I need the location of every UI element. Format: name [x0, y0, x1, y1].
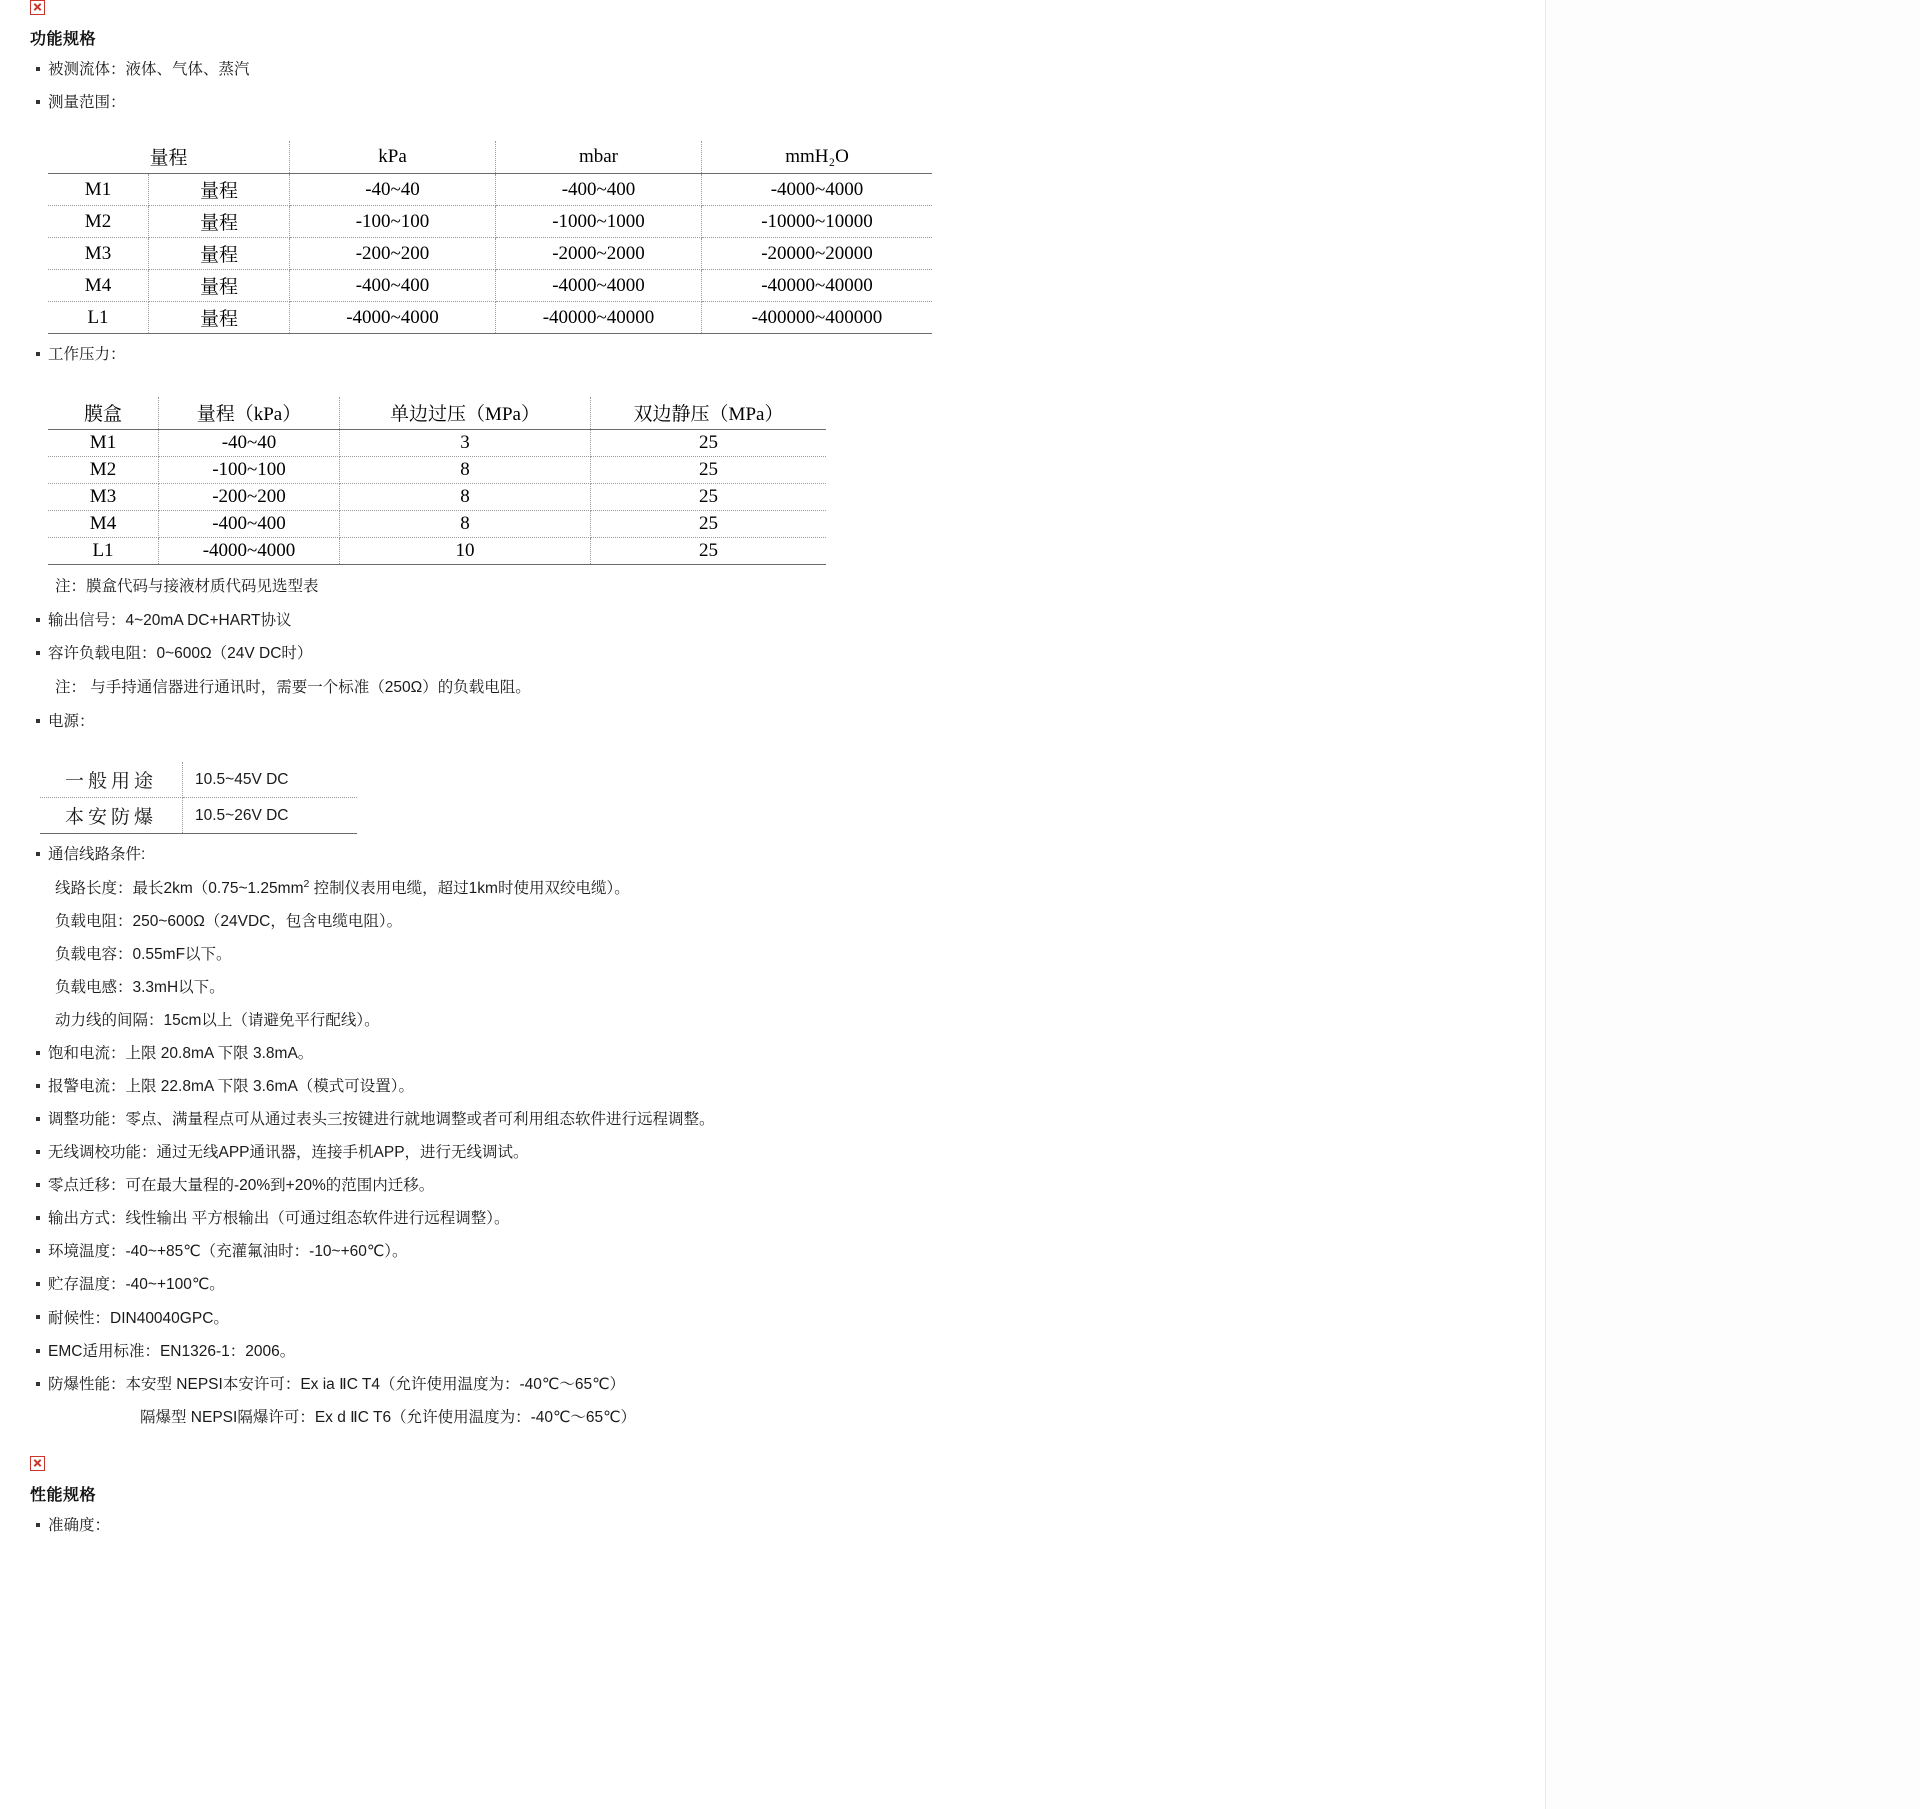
bullet-dot-icon [36, 352, 40, 356]
bullet-output-signal-text: 输出信号：4~20mA DC+HART协议 [48, 612, 292, 630]
pressure-row2-col1: -200~200 [159, 484, 340, 511]
range-row1-col3: -1000~1000 [496, 206, 702, 238]
bullet-output-mode [0, 1207, 1545, 1231]
comm-power-line-spacing: 动力线的间隔：15cm以上（请避免平行配线）。 [55, 1012, 380, 1030]
pressure-row0-col0: M1 [48, 430, 159, 457]
comm-line-length-sup: 2 [303, 878, 310, 891]
bullet-measured-fluid-text: 被测流体：液体、气体、蒸汽 [48, 61, 250, 78]
range-row3-col3: -4000~4000 [496, 270, 702, 302]
bullet-adjust-function-text: 调整功能：零点、满量程点可从通过表头三按键进行就地调整或者可利用组态软件进行远程调整。 [48, 1111, 715, 1129]
pressure-table-header-2: 单边过压（MPa） [340, 397, 591, 430]
bullet-saturation-current [0, 1042, 1545, 1066]
range-row0-col3: -400~400 [496, 174, 702, 206]
pressure-row4-col0: L1 [48, 538, 159, 565]
table-header-row [48, 141, 932, 174]
table-row [48, 457, 826, 484]
bullet-wireless-calibration-text: 无线调校功能：通过无线APP通讯器，连接手机APP，进行无线调试。 [48, 1144, 529, 1162]
broken-image-icon [30, 1456, 45, 1471]
pressure-row1-col3: 25 [591, 457, 827, 484]
power-row1-label: 本安防爆 [40, 798, 183, 834]
range-row2-col3: -2000~2000 [496, 238, 702, 270]
bullet-ambient-temperature [0, 1240, 1545, 1264]
table-row [48, 484, 826, 511]
bullet-dot-icon [36, 1216, 40, 1220]
pressure-row4-col1: -4000~4000 [159, 538, 340, 565]
pressure-table-header-1: 量程（kPa） [159, 397, 340, 430]
bullet-dot-icon [36, 1382, 40, 1386]
table-row [48, 538, 826, 565]
bullet-dot-icon [36, 618, 40, 622]
section1-icon-row [0, 0, 1545, 20]
range-row3-col2: -400~400 [290, 270, 496, 302]
bullet-emc-standard-text: EMC适用标准：EN1326-1：2006。 [48, 1342, 296, 1360]
section1-heading-wrap [0, 26, 1545, 49]
section2-heading-wrap [0, 1482, 1545, 1505]
table-row [40, 762, 357, 798]
bullet-alarm-current [0, 1075, 1545, 1099]
bullet-accuracy [0, 1514, 1545, 1538]
pressure-row3-col0: M4 [48, 511, 159, 538]
range-row0-col1: 量程 [149, 174, 290, 206]
section2-title: 性能规格 [30, 1486, 97, 1504]
bullet-dot-icon [36, 1150, 40, 1154]
pressure-row0-col1: -40~40 [159, 430, 340, 457]
pressure-table [48, 397, 826, 565]
bullet-wireless-calibration [0, 1141, 1545, 1165]
bullet-dot-icon [36, 1282, 40, 1286]
bullet-accuracy-text: 准确度： [48, 1516, 111, 1534]
power-row0-label: 一般用途 [40, 762, 183, 798]
table-row [48, 511, 826, 538]
bullet-output-mode-text: 输出方式：线性输出 平方根输出（可通过组态软件进行远程调整）。 [48, 1210, 510, 1228]
table-row [48, 238, 932, 270]
range-row4-col2: -4000~4000 [290, 302, 496, 334]
table-header-row [48, 397, 826, 430]
range-row1-col2: -100~100 [290, 206, 496, 238]
bullet-measuring-range-text: 测量范围： [48, 94, 126, 112]
note-handheld-communicator: 注： 与手持通信器进行通讯时，需要一个标准（250Ω）的负载电阻。 [55, 679, 531, 697]
pressure-table-header-3: 双边静压（MPa） [591, 397, 827, 430]
pressure-row4-col3: 25 [591, 538, 827, 565]
range-table-header-2: kPa [290, 141, 496, 174]
bullet-load-resistance-text: 容许负载电阻：0~600Ω（24V DC时） [48, 645, 313, 663]
bullet-load-resistance [0, 642, 1545, 666]
bullet-dot-icon [36, 852, 40, 856]
bullet-dot-icon [36, 100, 40, 104]
bullet-dot-icon [36, 1084, 40, 1088]
bullet-emc-standard [0, 1340, 1545, 1364]
bullet-dot-icon [36, 1117, 40, 1121]
range-row4-col3: -40000~40000 [496, 302, 702, 334]
bullet-storage-temperature [0, 1273, 1545, 1297]
range-table-header-3: mbar [496, 141, 702, 174]
bullet-dot-icon [36, 1183, 40, 1187]
broken-image-icon [30, 0, 45, 15]
page-title: 功能规格 [30, 31, 97, 48]
explosion-proof-flameproof: 隔爆型 NEPSI隔爆许可：Ex d ⅡC T6（允许使用温度为：-40℃～65℃） [140, 1408, 637, 1426]
power-row0-value: 10.5~45V DC [183, 762, 358, 798]
pressure-row1-col1: -100~100 [159, 457, 340, 484]
range-row0-col4: -4000~4000 [702, 174, 933, 206]
comm-load-inductance: 负载电感：3.3mH以下。 [55, 979, 225, 997]
pressure-row1-col2: 8 [340, 457, 591, 484]
bullet-dot-icon [36, 651, 40, 655]
bullet-dot-icon [36, 1249, 40, 1253]
bullet-comm-line-condition-text: 通信线路条件: [48, 846, 146, 864]
pressure-row0-col2: 3 [340, 430, 591, 457]
bullet-explosion-proof-text: 防爆性能：本安型 NEPSI本安许可：Ex ia ⅡC T4（允许使用温度为：-40℃～65℃） [48, 1375, 625, 1393]
pressure-table-header-0: 膜盒 [48, 397, 159, 430]
pressure-row3-col3: 25 [591, 511, 827, 538]
bullet-dot-icon [36, 719, 40, 723]
range-row4-col1: 量程 [149, 302, 290, 334]
pressure-row1-col0: M2 [48, 457, 159, 484]
range-row2-col4: -20000~20000 [702, 238, 933, 270]
right-margin-area [1545, 0, 1920, 1809]
power-supply-table [40, 762, 357, 834]
bullet-power-supply [0, 710, 1545, 734]
pressure-row2-col3: 25 [591, 484, 827, 511]
pressure-row3-col1: -400~400 [159, 511, 340, 538]
bullet-working-pressure-text: 工作压力： [48, 346, 126, 364]
bullet-comm-line-condition [0, 843, 1545, 867]
range-row2-col1: 量程 [149, 238, 290, 270]
pressure-row3-col2: 8 [340, 511, 591, 538]
bullet-weather-resistance [0, 1307, 1545, 1331]
table-row [48, 206, 932, 238]
bullet-adjust-function [0, 1108, 1545, 1132]
bullet-power-supply-text: 电源： [48, 713, 95, 731]
pressure-row2-col2: 8 [340, 484, 591, 511]
table-row [48, 302, 932, 334]
range-row4-col0: L1 [48, 302, 149, 334]
bullet-dot-icon [36, 67, 40, 71]
bullet-zero-shift-text: 零点迁移：可在最大量程的-20%到+20%的范围内迁移。 [48, 1177, 435, 1195]
range-row0-col0: M1 [48, 174, 149, 206]
comm-load-capacitance: 负载电容：0.55mF以下。 [55, 946, 232, 964]
comm-line-length-post: 控制仪表用电缆，超过1km时使用双绞电缆）。 [309, 880, 630, 898]
bullet-dot-icon [36, 1349, 40, 1353]
range-row0-col2: -40~40 [290, 174, 496, 206]
pressure-row4-col2: 10 [340, 538, 591, 565]
bullet-dot-icon [36, 1051, 40, 1055]
table-row [48, 430, 826, 457]
range-row1-col1: 量程 [149, 206, 290, 238]
range-row2-col2: -200~200 [290, 238, 496, 270]
range-table-header-4: mmH₂O [702, 141, 933, 174]
bullet-measured-fluid [0, 58, 1545, 82]
table-row [40, 798, 357, 834]
pressure-row2-col0: M3 [48, 484, 159, 511]
bullet-measuring-range [0, 91, 1545, 115]
range-row3-col4: -40000~40000 [702, 270, 933, 302]
range-table-header-0: 量程 [48, 141, 290, 174]
comm-line-length [0, 876, 1545, 901]
table-row [48, 270, 932, 302]
note-membrane-code: 注：膜盒代码与接液材质代码见选型表 [55, 578, 319, 596]
bullet-zero-shift [0, 1174, 1545, 1198]
range-row1-col0: M2 [48, 206, 149, 238]
range-row3-col1: 量程 [149, 270, 290, 302]
bullet-dot-icon [36, 1523, 40, 1527]
bullet-alarm-current-text: 报警电流：上限 22.8mA 下限 3.6mA（模式可设置）。 [48, 1078, 415, 1096]
range-row2-col0: M3 [48, 238, 149, 270]
section2-icon-row [0, 1456, 1545, 1476]
table-row [48, 174, 932, 206]
bullet-explosion-proof [0, 1373, 1545, 1397]
range-row4-col4: -400000~400000 [702, 302, 933, 334]
bullet-weather-resistance-text: 耐候性：DIN40040GPC。 [48, 1309, 229, 1327]
comm-load-resistance: 负载电阻：250~600Ω（24VDC，包含电缆电阻）。 [55, 913, 403, 931]
bullet-dot-icon [36, 1315, 40, 1319]
bullet-output-signal [0, 609, 1545, 633]
bullet-storage-temperature-text: 贮存温度：-40~+100℃。 [48, 1276, 225, 1294]
range-row3-col0: M4 [48, 270, 149, 302]
bullet-saturation-current-text: 饱和电流：上限 20.8mA 下限 3.8mA。 [48, 1045, 314, 1063]
comm-line-length-pre: 线路长度：最长2km（0.75~1.25mm [55, 880, 304, 898]
range-row1-col4: -10000~10000 [702, 206, 933, 238]
bullet-ambient-temperature-text: 环境温度：-40~+85℃（充灌氟油时：-10~+60℃）。 [48, 1243, 408, 1261]
range-table [48, 141, 932, 334]
bullet-working-pressure [0, 343, 1545, 367]
power-row1-value: 10.5~26V DC [183, 798, 358, 834]
pressure-row0-col3: 25 [591, 430, 827, 457]
